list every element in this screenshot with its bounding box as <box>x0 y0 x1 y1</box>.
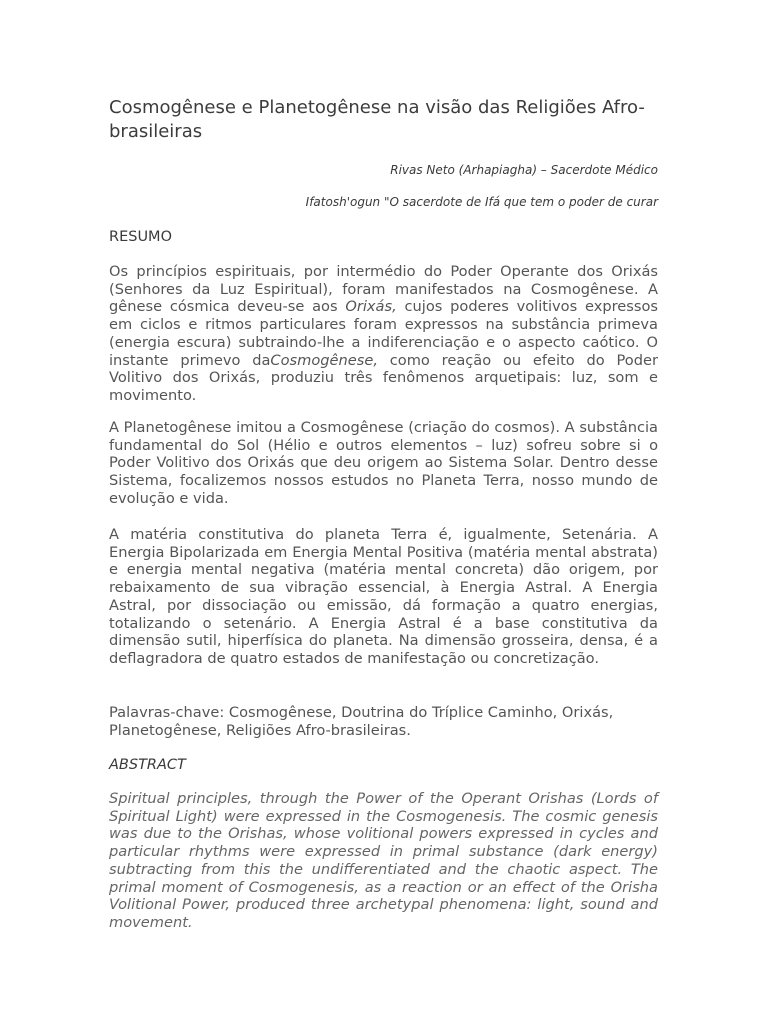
abstract-heading: ABSTRACT <box>109 757 186 773</box>
resumo-heading: RESUMO <box>109 229 172 245</box>
keywords-paragraph: Palavras-chave: Cosmogênese, Doutrina do Tríplice Caminho, Orixás, Planetogênese, Religiões Afro-brasileiras. <box>109 704 614 739</box>
resumo-p1-italic-1: Orixás, <box>345 298 397 316</box>
document-title: Cosmogênese e Planetogênese na visão das Religiões Afro-brasileiras <box>109 97 645 142</box>
author-role-line: Ifatosh'ogun "O sacerdote de Ifá que tem o poder de curar <box>305 195 658 209</box>
resumo-p1-text-2: cujos poderes volitivos expressos em ciclos e ritmos particulares foram expressos na substância primeva (energia escura) subtraindo-lhe a indiferenciação e o aspecto caótico. O instante primevo da <box>109 298 658 369</box>
resumo-paragraph-2: A Planetogênese imitou a Cosmogênese (criação do cosmos). A substância fundamental do Sol (Hélio e outros elementos – luz) sofreu sobre si o Poder Volitivo dos Orixás que deu origem ao Sistema Solar. Dentro desse Sistema, focalizemos nossos estudos no Planeta Terra, nosso mundo de evolução e vida. <box>109 419 658 507</box>
abstract-paragraph-1: Spiritual principles, through the Power of the Operant Orishas (Lords of Spiritual Light) were expressed in the Cosmogenesis. The cosmic genesis was due to the Orishas, whose volitional powers expressed in cycles and particular rhythms were expressed in primal substance (dark energy) subtracting from this the undifferentiated and the chaotic aspect. The primal moment of Cosmogenesis, as a reaction or an effect of the Orisha Volitional Power, produced three archetypal phenomena: light, sound and movement. <box>109 790 658 931</box>
resumo-p1-italic-2: Cosmogênese, <box>270 351 378 369</box>
resumo-p1-text-3: como reação ou efeito do Poder Volitivo dos Orixás, produziu três fenômenos arquetipais: luz, som e movimento. <box>109 351 658 404</box>
author-line: Rivas Neto (Arhapiagha) – Sacerdote Médico <box>390 163 658 177</box>
resumo-paragraph-1 <box>109 263 658 405</box>
resumo-paragraph-3: A matéria constitutiva do planeta Terra é, igualmente, Setenária. A Energia Bipolarizada em Energia Mental Positiva (matéria mental abstrata) e energia mental negativa (matéria mental concreta) dão origem, por rebaixamento de sua vibração essencial, à Energia Astral. A Energia Astral, por dissociação ou emissão, dá formação a quatro energias, totalizando o setenário. A Energia Astral é a base constitutiva da dimensão sutil, hiperfísica do planeta. Na dimensão grosseira, densa, é a deflagradora de quatro estados de manifestação ou concretização. <box>109 526 658 667</box>
resumo-p1-text-1: Os princípios espirituais, por intermédio do Poder Operante dos Orixás (Senhores da Luz Espiritual), foram manifestados na Cosmogênese. A gênese cósmica deveu-se aos <box>109 263 658 316</box>
